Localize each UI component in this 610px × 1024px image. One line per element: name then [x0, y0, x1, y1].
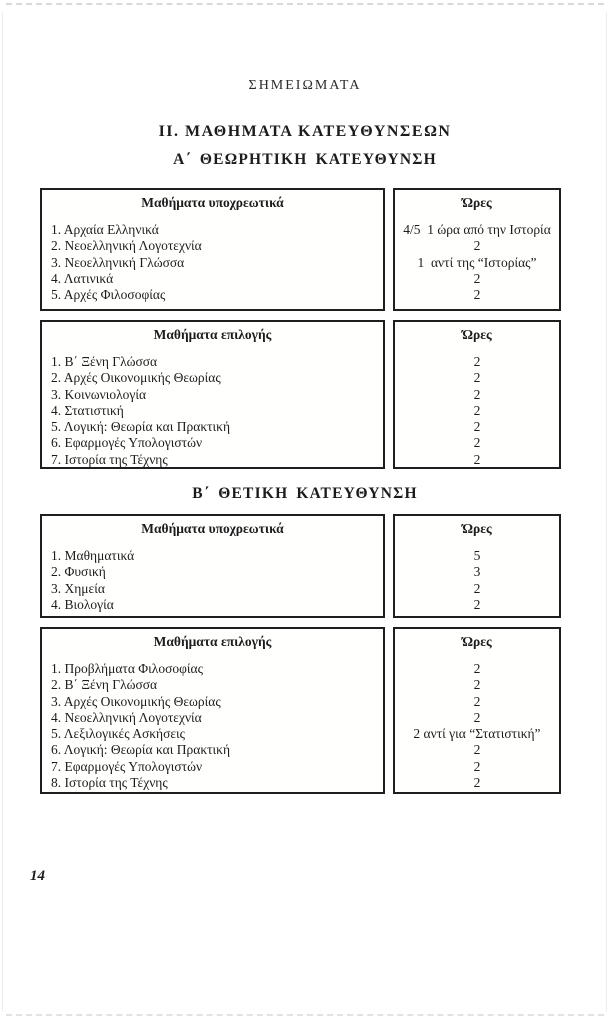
hours-row: 3 [473, 564, 481, 580]
hours-row: 2 [473, 354, 481, 369]
subject-row: 1. Αρχαία Ελληνικά [51, 222, 159, 237]
subject-row: 4. Βιολογία [51, 596, 114, 612]
hours-row: 1 αντί της “Ιστορίας” [417, 254, 537, 270]
subject-row: 5. Λεξιλογικές Ασκήσεις [51, 726, 186, 742]
subject-row: 1. Β΄ Ξένη Γλώσσα [51, 354, 158, 369]
hours-row: 2 [473, 435, 481, 451]
hours-row: 2 [473, 419, 481, 435]
main-title: ΙΙ. ΜΑΘΗΜΑΤΑ ΚΑΤΕΥΘΥΝΣΕΩΝ [158, 123, 452, 140]
subject-row: 3. Νεοελληνική Γλώσσα [51, 254, 185, 270]
hours-row: 2 [473, 386, 481, 402]
hours-column-header: Ώρες [462, 521, 492, 536]
subject-row: 1. Μαθηματικά [51, 548, 135, 563]
science-elective-subjects-table [40, 627, 385, 794]
scan-artifact-top-edge [6, 3, 604, 5]
subjects-column-header: Μαθήματα υποχρεωτικά [141, 521, 284, 536]
page-header: ΣΗΜΕΙΩΜΑΤΑ [248, 78, 362, 93]
hours-row: 5 [473, 548, 481, 563]
hours-row: 2 [473, 238, 481, 254]
science-compulsory-subjects-table [40, 514, 385, 618]
hours-row: 2 [473, 451, 481, 467]
subjects-column-header: Μαθήματα επιλογής [153, 327, 272, 342]
hours-row: 4/5 1 ώρα από την Ιστορία [403, 222, 551, 237]
hours-row: 2 [473, 693, 481, 709]
hours-row: 2 αντί για “Στατιστική” [413, 726, 541, 742]
subject-row: 6. Εφαρμογές Υπολογιστών [51, 435, 203, 451]
subject-row: 3. Κοινωνιολογία [51, 386, 147, 402]
hours-row: 2 [473, 580, 481, 596]
section-b-title: Β΄ ΘΕΤΙΚΗ ΚΑΤΕΥΘΥΝΣΗ [192, 485, 418, 502]
subject-row: 5. Αρχές Φιλοσοφίας [51, 287, 166, 303]
subject-row: 4. Νεοελληνική Λογοτεχνία [51, 709, 202, 725]
section-a-title: Α΄ ΘΕΩΡΗΤΙΚΗ ΚΑΤΕΥΘΥΝΣΗ [173, 151, 437, 168]
scan-artifact-bottom-edge [6, 1014, 604, 1016]
subject-row: 5. Λογική: Θεωρία και Πρακτική [51, 419, 231, 435]
subject-row: 2. Φυσική [51, 564, 106, 580]
subject-row: 4. Λατινικά [51, 270, 114, 286]
hours-column-header: Ώρες [462, 195, 492, 210]
theoretical-elective-hours-table [393, 320, 561, 469]
subject-row: 8. Ιστορία της Τέχνης [51, 775, 168, 791]
hours-row: 2 [473, 287, 481, 303]
science-compulsory-hours-table [393, 514, 561, 618]
theoretical-elective-subjects-table [40, 320, 385, 469]
hours-row: 2 [473, 742, 481, 758]
hours-row: 2 [473, 775, 481, 791]
subjects-column-header: Μαθήματα επιλογής [153, 634, 272, 649]
hours-column-header: Ώρες [462, 327, 492, 342]
subject-row: 6. Λογική: Θεωρία και Πρακτική [51, 742, 231, 758]
subject-row: 2. Β΄ Ξένη Γλώσσα [51, 677, 158, 693]
hours-row: 2 [473, 270, 481, 286]
hours-row: 2 [473, 661, 481, 676]
subject-row: 3. Χημεία [51, 580, 105, 596]
subject-row: 7. Εφαρμογές Υπολογιστών [51, 758, 203, 774]
science-elective-hours-table [393, 627, 561, 794]
hours-column-header: Ώρες [462, 634, 492, 649]
subject-row: 7. Ιστορία της Τέχνης [51, 451, 168, 467]
subject-row: 2. Αρχές Οικονομικής Θεωρίας [51, 370, 221, 386]
hours-row: 2 [473, 677, 481, 693]
subject-row: 2. Νεοελληνική Λογοτεχνία [51, 238, 202, 254]
subject-row: 3. Αρχές Οικονομικής Θεωρίας [51, 693, 221, 709]
hours-row: 2 [473, 758, 481, 774]
hours-row: 2 [473, 709, 481, 725]
theoretical-compulsory-hours-table [393, 188, 561, 311]
hours-row: 2 [473, 370, 481, 386]
subject-row: 4. Στατιστική [51, 402, 124, 418]
page-number: 14 [30, 868, 45, 884]
hours-row: 2 [473, 402, 481, 418]
subject-row: 1. Προβλήματα Φιλοσοφίας [51, 661, 203, 676]
subjects-column-header: Μαθήματα υποχρεωτικά [141, 195, 284, 210]
hours-row: 2 [473, 596, 481, 612]
theoretical-compulsory-subjects-table [40, 188, 385, 311]
